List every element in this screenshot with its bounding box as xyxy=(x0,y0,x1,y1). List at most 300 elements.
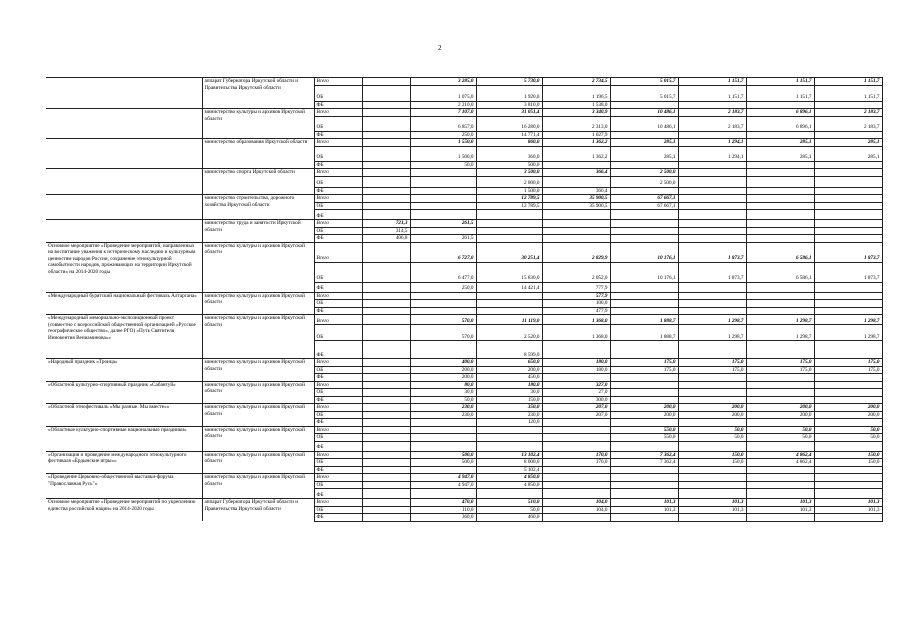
value-cell xyxy=(542,489,610,499)
value-cell xyxy=(814,176,882,187)
value-cell: 1 550,0 xyxy=(410,139,476,147)
value-cell: 110,0 xyxy=(410,506,476,514)
value-cell: 366,4 xyxy=(542,169,610,177)
funding-source-cell: ФБ xyxy=(314,282,362,292)
funding-source-cell: ОБ xyxy=(314,481,362,489)
value-cell xyxy=(678,187,746,195)
value-cell xyxy=(678,161,746,169)
value-cell xyxy=(814,514,882,522)
value-cell: 2 183,7 xyxy=(678,116,746,131)
value-cell xyxy=(476,489,542,499)
activity-name-cell: «Областные культурно-спортивные национальные праздники» xyxy=(46,426,202,451)
value-cell xyxy=(610,131,678,139)
value-cell: 50,0 xyxy=(678,426,746,434)
value-cell xyxy=(678,441,746,451)
value-cell: 200,0 xyxy=(476,366,542,374)
value-cell xyxy=(678,131,746,139)
value-cell xyxy=(362,474,410,482)
value-cell: 101,3 xyxy=(610,506,678,514)
value-cell: 12 789,5 xyxy=(476,202,542,210)
value-cell: 350,0 xyxy=(476,404,542,412)
funding-source-cell: Всего xyxy=(314,169,362,177)
value-cell: 175,0 xyxy=(746,359,814,367)
value-cell xyxy=(362,459,410,467)
value-cell: 150,0 xyxy=(814,459,882,467)
value-cell: 4 862,4 xyxy=(746,459,814,467)
value-cell xyxy=(610,292,678,300)
value-cell: 207,0 xyxy=(542,404,610,412)
executor-cell: министерство труда и занятости Иркутской области xyxy=(202,220,314,243)
funding-source-cell: Всего xyxy=(314,359,362,367)
value-cell: 1 888,7 xyxy=(610,315,678,325)
value-cell: 250,0 xyxy=(410,282,476,292)
funding-source-cell: ОБ xyxy=(314,227,362,235)
value-cell: 550,0 xyxy=(610,426,678,434)
value-cell: 1 298,7 xyxy=(678,325,746,341)
value-cell xyxy=(814,220,882,228)
value-cell: 1 151,7 xyxy=(678,85,746,101)
value-cell: 2 500,0 xyxy=(610,176,678,187)
value-cell: 1 368,0 xyxy=(542,315,610,325)
value-cell: 570,0 xyxy=(410,315,476,325)
value-cell: 1 873,7 xyxy=(678,242,746,262)
executor-cell: министерство культуры и архивов Иркутской области xyxy=(202,359,314,382)
value-cell xyxy=(362,242,410,262)
value-cell: 7 362,4 xyxy=(610,459,678,467)
value-cell xyxy=(678,292,746,300)
value-cell: 285,1 xyxy=(610,139,678,147)
value-cell xyxy=(678,341,746,359)
value-cell xyxy=(678,489,746,499)
value-cell: 1 873,7 xyxy=(814,262,882,282)
value-cell xyxy=(610,210,678,220)
value-cell: 27,0 xyxy=(542,389,610,397)
value-cell xyxy=(814,389,882,397)
funding-source-cell: Всего xyxy=(314,474,362,482)
value-cell xyxy=(746,220,814,228)
value-cell: 6 896,1 xyxy=(746,116,814,131)
value-cell xyxy=(542,434,610,442)
value-cell xyxy=(362,411,410,419)
value-cell xyxy=(610,307,678,315)
executor-cell: министерство культуры и архивов Иркутской области xyxy=(202,474,314,499)
value-cell xyxy=(610,419,678,427)
value-cell xyxy=(476,426,542,434)
funding-source-cell: ФБ xyxy=(314,396,362,404)
funding-source-cell: Всего xyxy=(314,139,362,147)
value-cell xyxy=(542,220,610,228)
value-cell xyxy=(814,292,882,300)
value-cell: 3 500,0 xyxy=(476,169,542,177)
value-cell xyxy=(410,300,476,308)
executor-cell: министерство культуры и архивов Иркутской области xyxy=(202,292,314,315)
funding-source-cell: ОБ xyxy=(314,506,362,514)
value-cell: 101,3 xyxy=(678,506,746,514)
table-row xyxy=(46,451,882,459)
value-cell xyxy=(746,489,814,499)
value-cell: 360,0 xyxy=(476,146,542,161)
value-cell: 175,0 xyxy=(610,366,678,374)
funding-source-cell: Всего xyxy=(314,109,362,117)
value-cell xyxy=(746,227,814,235)
value-cell: 285,1 xyxy=(814,139,882,147)
value-cell xyxy=(362,359,410,367)
value-cell: 261,5 xyxy=(410,220,476,228)
value-cell: 1 500,0 xyxy=(410,146,476,161)
value-cell xyxy=(410,341,476,359)
value-cell xyxy=(610,341,678,359)
value-cell xyxy=(610,381,678,389)
value-cell: 50,0 xyxy=(814,434,882,442)
value-cell: 8 599,0 xyxy=(476,341,542,359)
value-cell: 101,3 xyxy=(746,499,814,507)
value-cell xyxy=(610,389,678,397)
value-cell xyxy=(362,366,410,374)
value-cell: 10 176,1 xyxy=(610,262,678,282)
value-cell: 2 183,7 xyxy=(814,109,882,117)
value-cell xyxy=(610,466,678,474)
activity-name-cell: «Проведение Церковно-общественной выставки-форума "Православная Русь"» xyxy=(46,474,202,499)
value-cell xyxy=(362,195,410,203)
value-cell: 1 368,0 xyxy=(542,325,610,341)
value-cell: 101,3 xyxy=(678,499,746,507)
value-cell xyxy=(678,389,746,397)
value-cell: 327,0 xyxy=(542,381,610,389)
value-cell: 13 102,4 xyxy=(476,451,542,459)
value-cell: 67 667,1 xyxy=(610,202,678,210)
value-cell: 200,0 xyxy=(814,411,882,419)
value-cell xyxy=(678,282,746,292)
value-cell: 6 896,1 xyxy=(746,109,814,117)
value-cell xyxy=(678,481,746,489)
value-cell: 1 151,7 xyxy=(814,85,882,101)
funding-source-cell: ФБ xyxy=(314,235,362,243)
value-cell xyxy=(746,131,814,139)
value-cell: 2 210,0 xyxy=(410,101,476,109)
value-cell xyxy=(362,176,410,187)
value-cell xyxy=(814,195,882,203)
value-cell: 1 196,5 xyxy=(542,85,610,101)
value-cell xyxy=(362,404,410,412)
value-cell xyxy=(542,341,610,359)
value-cell: 207,0 xyxy=(542,411,610,419)
funding-source-cell: ФБ xyxy=(314,441,362,451)
activity-name-cell xyxy=(46,169,202,195)
value-cell: 1 500,0 xyxy=(476,187,542,195)
value-cell xyxy=(746,419,814,427)
activity-name-cell: «Народный праздник «Троица» xyxy=(46,359,202,382)
executor-cell: министерство культуры и архивов Иркутской области xyxy=(202,404,314,427)
value-cell xyxy=(746,374,814,382)
value-cell: 5 015,7 xyxy=(610,78,678,86)
activity-name-cell: «Областной этнофестиваль «Мы разные. Мы вместе»» xyxy=(46,404,202,427)
value-cell xyxy=(678,195,746,203)
value-cell: 170,0 xyxy=(542,451,610,459)
value-cell: 6 857,0 xyxy=(410,116,476,131)
value-cell: 3 810,0 xyxy=(476,101,542,109)
executor-cell: аппарат Губернатора Иркутской области и Правительства Иркутской области xyxy=(202,499,314,522)
funding-source-cell: ФБ xyxy=(314,341,362,359)
value-cell xyxy=(476,210,542,220)
value-cell: 4 947,0 xyxy=(410,474,476,482)
value-cell: 230,0 xyxy=(410,404,476,412)
value-cell: 777,9 xyxy=(542,282,610,292)
value-cell xyxy=(410,187,476,195)
value-cell: 250,0 xyxy=(410,131,476,139)
value-cell: 477,9 xyxy=(542,307,610,315)
value-cell xyxy=(476,292,542,300)
funding-source-cell: ОБ xyxy=(314,262,362,282)
value-cell: 500,0 xyxy=(410,451,476,459)
value-cell xyxy=(410,210,476,220)
value-cell xyxy=(410,489,476,499)
funding-source-cell: ОБ xyxy=(314,146,362,161)
value-cell xyxy=(610,227,678,235)
value-cell xyxy=(410,466,476,474)
funding-source-cell: Всего xyxy=(314,242,362,262)
value-cell: 2 520,0 xyxy=(476,325,542,341)
value-cell: 175,0 xyxy=(678,366,746,374)
funding-source-cell: ОБ xyxy=(314,325,362,341)
table-row xyxy=(46,220,882,228)
activity-name-cell xyxy=(46,195,202,220)
funding-source-cell: ОБ xyxy=(314,116,362,131)
value-cell: 577,9 xyxy=(542,292,610,300)
executor-cell: министерство культуры и архивов Иркутской области xyxy=(202,381,314,404)
funding-source-cell: Всего xyxy=(314,499,362,507)
value-cell: 1 538,0 xyxy=(542,101,610,109)
value-cell xyxy=(362,109,410,117)
activity-name-cell xyxy=(46,78,202,109)
value-cell: 3 340,9 xyxy=(542,109,610,117)
value-cell: 230,0 xyxy=(476,411,542,419)
value-cell: 101,3 xyxy=(814,506,882,514)
value-cell xyxy=(746,187,814,195)
funding-source-cell: ФБ xyxy=(314,466,362,474)
value-cell xyxy=(610,282,678,292)
value-cell xyxy=(678,396,746,404)
funding-source-cell: ФБ xyxy=(314,374,362,382)
value-cell: 200,0 xyxy=(610,411,678,419)
table-row xyxy=(46,195,882,203)
value-cell xyxy=(476,441,542,451)
table-row xyxy=(46,499,882,507)
value-cell xyxy=(362,451,410,459)
value-cell: 1 294,1 xyxy=(678,139,746,147)
value-cell xyxy=(610,187,678,195)
value-cell xyxy=(678,176,746,187)
value-cell xyxy=(476,300,542,308)
value-cell xyxy=(814,481,882,489)
funding-source-cell: ОБ xyxy=(314,176,362,187)
value-cell xyxy=(678,466,746,474)
value-cell xyxy=(814,466,882,474)
value-cell: 450,0 xyxy=(476,374,542,382)
value-cell xyxy=(362,282,410,292)
funding-source-cell: ОБ xyxy=(314,459,362,467)
value-cell xyxy=(746,235,814,243)
value-cell: 8 000,0 xyxy=(476,459,542,467)
budget-table xyxy=(46,77,883,522)
value-cell xyxy=(362,85,410,101)
value-cell: 1 298,7 xyxy=(746,325,814,341)
value-cell: 12 789,5 xyxy=(476,195,542,203)
value-cell: 4 947,0 xyxy=(410,481,476,489)
value-cell xyxy=(362,161,410,169)
value-cell xyxy=(362,441,410,451)
funding-source-cell: Всего xyxy=(314,315,362,325)
value-cell: 6 586,1 xyxy=(746,242,814,262)
value-cell xyxy=(610,474,678,482)
value-cell: 510,0 xyxy=(476,499,542,507)
value-cell xyxy=(410,441,476,451)
value-cell: 500,0 xyxy=(476,161,542,169)
value-cell: 200,0 xyxy=(410,366,476,374)
value-cell: 650,0 xyxy=(476,359,542,367)
value-cell xyxy=(410,227,476,235)
value-cell xyxy=(362,262,410,282)
value-cell xyxy=(362,131,410,139)
page-number: 2 xyxy=(438,44,442,52)
value-cell xyxy=(814,419,882,427)
value-cell xyxy=(678,474,746,482)
value-cell: 104,0 xyxy=(542,506,610,514)
value-cell xyxy=(476,227,542,235)
funding-source-cell: Всего xyxy=(314,292,362,300)
value-cell: 460,0 xyxy=(476,514,542,522)
value-cell xyxy=(814,235,882,243)
value-cell: 550,0 xyxy=(610,434,678,442)
value-cell xyxy=(746,396,814,404)
value-cell: 200,0 xyxy=(814,404,882,412)
value-cell: 2 052,0 xyxy=(542,262,610,282)
value-cell: 175,0 xyxy=(814,359,882,367)
value-cell xyxy=(542,210,610,220)
value-cell: 2 829,9 xyxy=(542,242,610,262)
value-cell xyxy=(362,292,410,300)
value-cell xyxy=(678,381,746,389)
funding-source-cell: Всего xyxy=(314,78,362,86)
table-body xyxy=(46,78,882,522)
value-cell: 35 900,5 xyxy=(542,195,610,203)
value-cell: 5 015,7 xyxy=(610,85,678,101)
value-cell xyxy=(362,489,410,499)
funding-source-cell: ОБ xyxy=(314,411,362,419)
activity-name-cell xyxy=(46,220,202,243)
value-cell: 1 873,7 xyxy=(678,262,746,282)
funding-source-cell: ОБ xyxy=(314,366,362,374)
value-cell: 30 251,4 xyxy=(476,242,542,262)
value-cell xyxy=(610,101,678,109)
value-cell: 30,0 xyxy=(476,389,542,397)
value-cell: 50,0 xyxy=(746,434,814,442)
value-cell: 175,0 xyxy=(610,359,678,367)
activity-name-cell: «Международный бурятский национальный фестиваль Алтаргана» xyxy=(46,292,202,315)
value-cell xyxy=(746,481,814,489)
value-cell xyxy=(678,374,746,382)
table-row xyxy=(46,474,882,482)
value-cell xyxy=(610,441,678,451)
value-cell: 6 727,0 xyxy=(410,242,476,262)
value-cell xyxy=(814,341,882,359)
value-cell: 470,0 xyxy=(410,499,476,507)
value-cell xyxy=(746,176,814,187)
value-cell: 285,1 xyxy=(814,146,882,161)
value-cell xyxy=(542,441,610,451)
value-cell: 80,0 xyxy=(410,381,476,389)
value-cell: 35 900,5 xyxy=(542,202,610,210)
value-cell xyxy=(362,499,410,507)
value-cell xyxy=(362,506,410,514)
value-cell: 50,0 xyxy=(410,161,476,169)
value-cell: 360,0 xyxy=(410,514,476,522)
value-cell: 14 771,4 xyxy=(476,131,542,139)
activity-name-cell: «Организация и проведение международного этнокультурного фестиваля «Ёрдынские игры»» xyxy=(46,451,202,474)
value-cell: 1 888,7 xyxy=(610,325,678,341)
executor-cell: министерство спорта Иркутской области xyxy=(202,169,314,195)
value-cell: 150,0 xyxy=(814,451,882,459)
value-cell xyxy=(814,489,882,499)
value-cell: 2 313,0 xyxy=(542,116,610,131)
value-cell xyxy=(362,101,410,109)
value-cell xyxy=(814,307,882,315)
value-cell xyxy=(362,169,410,177)
value-cell xyxy=(746,202,814,210)
value-cell xyxy=(814,396,882,404)
value-cell xyxy=(814,381,882,389)
value-cell: 101,3 xyxy=(610,499,678,507)
value-cell xyxy=(542,235,610,243)
table-row xyxy=(46,242,882,262)
value-cell: 30,0 xyxy=(410,389,476,397)
funding-source-cell: Всего xyxy=(314,451,362,459)
value-cell xyxy=(410,176,476,187)
funding-source-cell: ФБ xyxy=(314,161,362,169)
value-cell xyxy=(746,514,814,522)
value-cell xyxy=(610,396,678,404)
value-cell xyxy=(678,300,746,308)
value-cell: 285,1 xyxy=(746,139,814,147)
value-cell: 1 873,7 xyxy=(814,242,882,262)
table-row xyxy=(46,315,882,325)
value-cell: 200,0 xyxy=(746,404,814,412)
value-cell: 150,0 xyxy=(476,396,542,404)
activity-name-cell: Основное мероприятие «Проведение мероприятий, направленных на воспитание уважения к историческому наследию и культурным ценностям народов России, сохранение этнокультурной самобытности народов, проживающих на территории Иркутской области» на 2014-2020 годы xyxy=(46,242,202,292)
executor-cell: министерство культуры и архивов Иркутской области xyxy=(202,426,314,451)
value-cell: 1 151,7 xyxy=(746,78,814,86)
value-cell xyxy=(678,307,746,315)
funding-source-cell: ОБ xyxy=(314,85,362,101)
funding-source-cell: Всего xyxy=(314,381,362,389)
value-cell: 1 298,7 xyxy=(814,315,882,325)
activity-name-cell xyxy=(46,139,202,169)
activity-name-cell xyxy=(46,109,202,139)
value-cell xyxy=(746,300,814,308)
table-row xyxy=(46,169,882,177)
value-cell: 31 051,4 xyxy=(476,109,542,117)
value-cell xyxy=(746,381,814,389)
value-cell xyxy=(362,396,410,404)
value-cell: 1 151,7 xyxy=(746,85,814,101)
value-cell xyxy=(746,341,814,359)
value-cell xyxy=(362,381,410,389)
value-cell xyxy=(678,419,746,427)
activity-name-cell: «Областной культурно-спортивный праздник «Сабантуй» xyxy=(46,381,202,404)
value-cell xyxy=(362,315,410,325)
table-row xyxy=(46,139,882,147)
value-cell: 3 285,0 xyxy=(410,78,476,86)
value-cell xyxy=(362,146,410,161)
